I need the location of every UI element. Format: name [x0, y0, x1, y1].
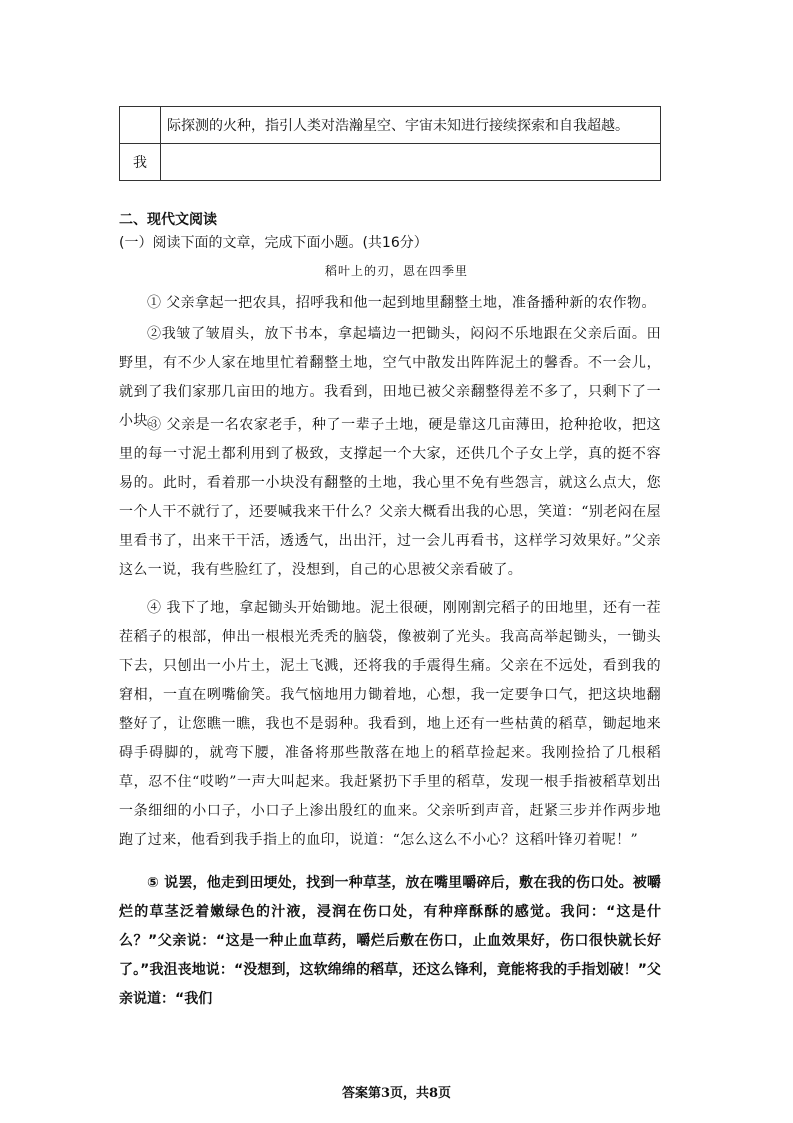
article-title: 稻叶上的刃，恩在四季里	[324, 264, 468, 278]
table-row	[120, 144, 661, 181]
section-subtitle: (一）阅读下面的文章，完成下面小题。(共16分）	[119, 235, 428, 251]
section-title: 二、现代文阅读	[119, 212, 217, 228]
article-paragraph: ④ 我下了地，拿起锄头开始锄地。泥土很硬，刚刚割完稻子的田地里，还有一茬茬稻子的根部，伸出一根根光秃秃的脑袋，像被剃了光头。我高高举起锄头，一锄头下去，只刨出一小片土，泥土飞溅，还将我的手震得生痛。父亲在不远处，看到我的窘相，一直在咧嘴偷笑。我气恼地用力锄着地，心想，我一定要争口气，把这块地翻整好了，让您瞧一瞧，我也不是弱种。我看到，地上还有一些枯黄的稻草，锄起地来碍手碍脚的，就弯下腰，准备将那些散落在地上的稻草捡起来。我刚捡拾了几根稻草，忍不住“哎哟”一声大叫起来。我赶紧扔下手里的稻草，发现一根手指被稻草划出一条细细的小口子，小口子上渗出殷红的血来。父亲听到声音，赶紧三步并作两步地跑了过来，他看到我手指上的血印，说道：“怎么这么不小心？这稻叶锋刃着呢！”	[119, 600, 661, 848]
article-paragraph: ③ 父亲是一名农家老手，种了一辈子土地，硬是靠这几亩薄田，抢种抢收，把这里的每一寸泥土都利用到了极致，支撑起一个大家，还供几个子女上学，真的挺不容易的。此时，看着那一小块没有翻整的土地，我心里不免有些怨言，就这么点大，您一个人干不就行了，还要喊我来干什么？父亲大概看出我的心思，笑道：“别老闷在屋里看书了，出来干干活，透透气，出出汗，过一会儿再看书，这样学习效果好。”父亲这么一说，我有些脸红了，没想到，自己的心思被父亲看破了。	[119, 417, 661, 578]
table-label-cell	[120, 107, 161, 144]
article-paragraph: ②我皱了皱眉头，放下书本，拿起墙边一把锄头，闷闷不乐地跟在父亲后面。田野里，有不少人家在地里忙着翻整土地，空气中散发出阵阵泥土的馨香。不一会儿，就到了我们家那几亩田的地方。我看到，田地已被父亲翻整得差不多了，只剩下了一小块。	[119, 326, 661, 429]
page-footer: 答案第3页，共8页	[341, 1086, 452, 1101]
table-row	[120, 107, 661, 144]
article-paragraph: ⑤ 说罢，他走到田埂处，找到一种草茎，放在嘴里嚼碎后，敷在我的伤口处。被嚼烂的草茎泛着嫩绿色的汁液，浸润在伤口处，有种痒酥酥的感觉。我问：“这是什么？”父亲说：“这是一种止血草药，嚼烂后敷在伤口，止血效果好，伤口很快就长好了。”我沮丧地说：“没想到，这软绵绵的稻草，还这么锋利，竟能将我的手指划破！”父亲说道：“我们	[119, 875, 661, 1007]
answer-table	[119, 106, 661, 181]
table-label-cell: 我	[120, 144, 161, 181]
table-text-cell	[161, 144, 661, 181]
table-text-cell: 际探测的火种，指引人类对浩瀚星空、宇宙未知进行接续探索和自我超越。	[161, 107, 661, 144]
article-paragraph: ① 父亲拿起一把农具，招呼我和他一起到地里翻整土地，准备播种新的农作物。	[147, 295, 656, 311]
